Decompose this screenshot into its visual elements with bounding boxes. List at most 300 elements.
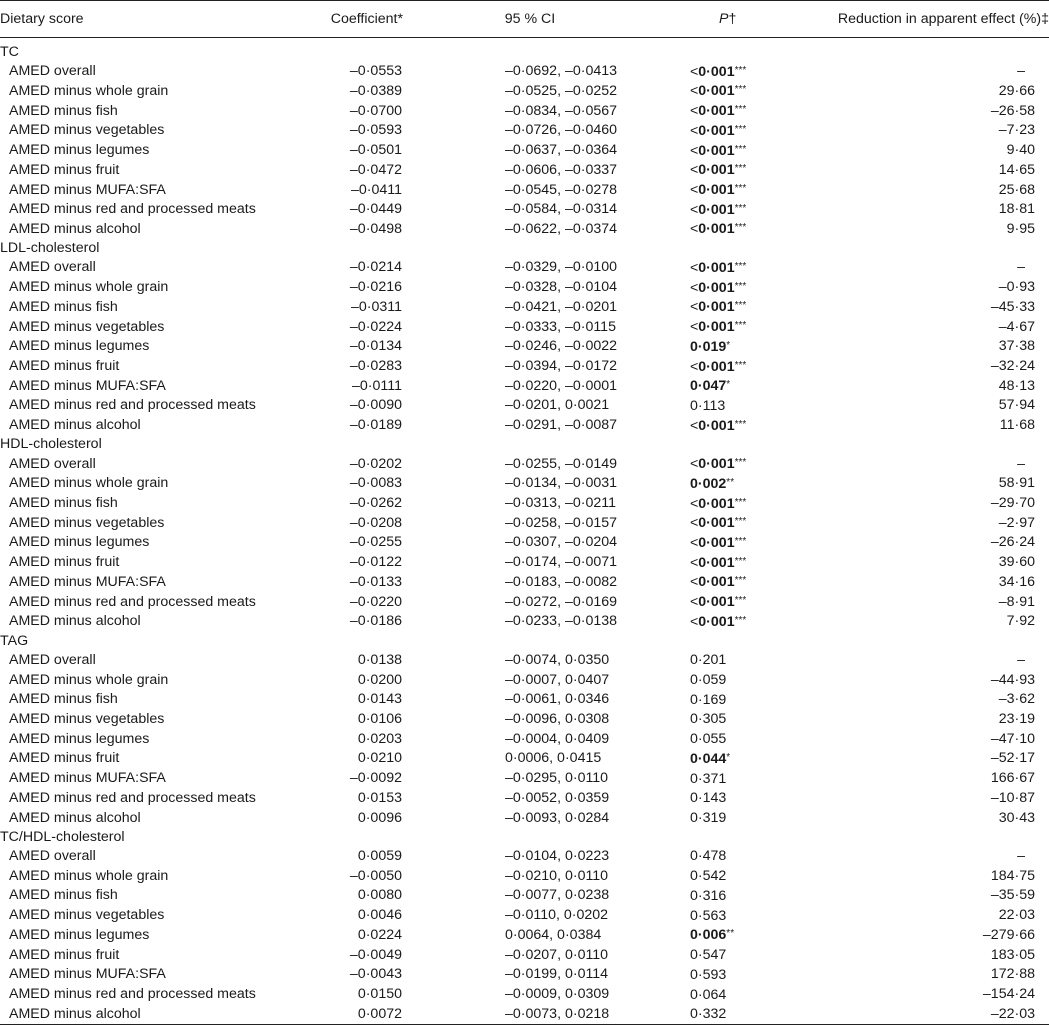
p-prefix: < xyxy=(690,358,699,375)
coefficient-cell: –0·0208 xyxy=(349,514,402,531)
table-row xyxy=(0,945,1049,965)
p-value: 0·113 xyxy=(690,397,726,414)
table-row xyxy=(0,81,1049,101)
p-value-cell xyxy=(650,81,777,101)
coefficient-cell: –0·0311 xyxy=(350,298,402,315)
reduction-cell: 9·40 xyxy=(1006,142,1035,159)
ci-cell: –0·0004, 0·0409 xyxy=(505,730,610,747)
ci-cell: –0·0291, –0·0087 xyxy=(505,417,618,434)
significance-stars: *** xyxy=(734,614,747,626)
group-label: LDL-cholesterol xyxy=(0,240,100,257)
significance-stars: ** xyxy=(726,476,735,488)
table-row xyxy=(0,533,1049,553)
score-label: AMED minus MUFA:SFA xyxy=(9,181,166,198)
table-row xyxy=(0,769,1049,789)
reduction-cell: –45·33 xyxy=(990,298,1035,315)
ci-cell: –0·0104, 0·0223 xyxy=(505,847,610,864)
p-value: 0·547 xyxy=(690,947,727,964)
p-prefix: < xyxy=(690,417,699,434)
p-prefix: < xyxy=(690,162,699,179)
ci-cell: 0·0064, 0·0384 xyxy=(505,926,602,943)
score-label: AMED minus vegetables xyxy=(9,710,165,727)
p-prefix: < xyxy=(690,574,699,591)
p-value-cell xyxy=(650,788,777,808)
p-value-cell xyxy=(650,396,777,416)
score-label: AMED minus vegetables xyxy=(9,318,165,335)
score-label: AMED minus alcohol xyxy=(9,220,141,237)
ci-cell: –0·0637, –0·0364 xyxy=(505,142,618,159)
score-label: AMED minus fruit xyxy=(9,358,120,374)
significance-stars: *** xyxy=(734,183,747,195)
reduction-cell: –2·97 xyxy=(998,514,1035,531)
significance-stars: * xyxy=(726,751,731,763)
p-value: 0·001 xyxy=(698,182,735,199)
reduction-cell: 23·19 xyxy=(998,710,1035,727)
p-value-cell xyxy=(650,965,777,985)
group-label: HDL-cholesterol xyxy=(0,436,102,453)
p-value-cell xyxy=(650,906,777,926)
ci-cell: –0·0220, –0·0001 xyxy=(505,377,618,394)
significance-stars: *** xyxy=(734,595,747,607)
table-row xyxy=(0,396,1049,416)
reduction-cell: 183·05 xyxy=(990,946,1035,963)
score-label: AMED minus MUFA:SFA xyxy=(9,573,166,590)
table-row xyxy=(0,690,1049,710)
score-label: AMED minus red and processed meats xyxy=(9,201,256,218)
p-value-cell xyxy=(650,886,777,906)
reduction-cell: –0·93 xyxy=(998,279,1035,296)
header-p-value xyxy=(650,1,777,38)
ci-cell: –0·0052, 0·0359 xyxy=(505,789,610,806)
ci-cell: –0·0134, –0·0031 xyxy=(505,475,618,492)
reduction-cell: 184·75 xyxy=(990,867,1035,884)
p-value-cell xyxy=(650,357,777,377)
header-row xyxy=(0,1,1049,38)
p-prefix: < xyxy=(690,103,699,120)
p-prefix: < xyxy=(690,613,699,630)
p-value-cell xyxy=(650,219,777,239)
table-row xyxy=(0,650,1049,670)
ci-cell: –0·0061, 0·0346 xyxy=(505,691,610,708)
ci-cell: –0·0201, 0·0021 xyxy=(505,397,610,414)
score-label: AMED minus red and processed meats xyxy=(9,593,256,610)
score-label: AMED minus vegetables xyxy=(9,907,165,924)
table-row xyxy=(0,101,1049,121)
table-row xyxy=(0,592,1049,612)
p-value: 0·371 xyxy=(690,770,727,787)
table-body xyxy=(0,38,1049,1025)
p-prefix: < xyxy=(690,299,699,316)
table-row xyxy=(0,200,1049,220)
reduction-cell: –44·93 xyxy=(990,671,1035,688)
table-header xyxy=(0,1,1049,38)
coefficient-cell: –0·0216 xyxy=(349,279,402,296)
significance-stars: *** xyxy=(734,222,747,234)
coefficient-cell: 0·0203 xyxy=(357,730,402,747)
reduction-cell: –47·10 xyxy=(990,730,1035,747)
coefficient-cell: 0·0224 xyxy=(357,926,402,943)
group-label: TC xyxy=(0,44,19,60)
p-value: 0·542 xyxy=(690,868,727,885)
coefficient-cell: –0·0411 xyxy=(350,181,402,198)
coefficient-cell: –0·0472 xyxy=(349,161,402,178)
ci-cell: –0·0074, 0·0350 xyxy=(505,651,610,668)
coefficient-cell: –0·0501 xyxy=(349,142,402,159)
significance-stars: *** xyxy=(734,64,747,76)
coefficient-cell: 0·0106 xyxy=(357,710,402,727)
p-value-cell xyxy=(650,141,777,161)
reduction-cell: 172·88 xyxy=(990,966,1035,983)
reduction-cell: –3·62 xyxy=(998,691,1035,708)
p-value: 0·055 xyxy=(690,731,727,748)
coefficient-cell: –0·0186 xyxy=(349,613,402,630)
significance-stars: *** xyxy=(734,163,747,175)
group-row xyxy=(0,239,1049,258)
ci-cell: –0·0174, –0·0071 xyxy=(505,554,618,571)
coefficient-cell: –0·0049 xyxy=(349,946,402,963)
score-label: AMED overall xyxy=(9,455,96,472)
p-value: 0·001 xyxy=(698,358,735,375)
p-value: 0·001 xyxy=(698,83,735,100)
p-value: 0·001 xyxy=(698,534,735,551)
table-row xyxy=(0,749,1049,769)
p-value-cell xyxy=(650,200,777,220)
p-value-cell xyxy=(650,278,777,298)
p-value: 0·001 xyxy=(698,279,735,296)
p-value-cell xyxy=(650,258,777,278)
significance-stars: ** xyxy=(726,928,735,940)
p-value: 0·019 xyxy=(690,338,727,355)
group-row xyxy=(0,43,1049,62)
significance-stars: *** xyxy=(734,418,747,430)
reduction-cell: – xyxy=(1017,259,1025,276)
reduction-cell: 166·67 xyxy=(990,770,1035,787)
coefficient-cell: –0·0283 xyxy=(349,358,402,374)
table-row xyxy=(0,121,1049,141)
ci-cell: –0·0272, –0·0169 xyxy=(505,593,618,610)
reduction-cell: 7·92 xyxy=(1006,613,1035,630)
table-row xyxy=(0,886,1049,906)
header-reduction: Reduction in apparent effect (%)‡ xyxy=(777,1,1049,38)
ci-cell: –0·0093, 0·0284 xyxy=(505,809,610,826)
reduction-cell: 34·16 xyxy=(998,573,1035,590)
coefficient-cell: 0·0059 xyxy=(357,847,402,864)
reduction-cell: 25·68 xyxy=(998,181,1035,198)
p-value-cell xyxy=(650,866,777,886)
header-dietary-score: Dietary score xyxy=(0,1,300,38)
p-prefix: < xyxy=(690,554,699,571)
reduction-cell: – xyxy=(1017,455,1025,472)
coefficient-cell: 0·0150 xyxy=(357,986,402,1002)
ci-cell: –0·0007, 0·0407 xyxy=(505,671,610,688)
p-value: 0·001 xyxy=(698,613,735,630)
score-label: AMED minus red and processed meats xyxy=(9,789,256,806)
ci-cell: –0·0255, –0·0149 xyxy=(505,455,618,472)
score-label: AMED minus fruit xyxy=(9,161,120,178)
p-value: 0·001 xyxy=(698,103,735,120)
p-value-cell xyxy=(650,945,777,965)
ci-cell: –0·0834, –0·0567 xyxy=(505,102,618,119)
score-label: AMED overall xyxy=(9,63,96,80)
score-label: AMED minus legumes xyxy=(9,534,150,551)
p-value: 0·201 xyxy=(690,652,727,669)
p-prefix: < xyxy=(690,456,699,473)
coefficient-cell: –0·0092 xyxy=(349,770,402,787)
p-value-cell xyxy=(650,533,777,553)
score-label: AMED minus whole grain xyxy=(9,475,169,492)
p-value: 0·001 xyxy=(698,594,735,611)
table-row xyxy=(0,357,1049,377)
p-value-cell xyxy=(650,572,777,592)
coefficient-cell: –0·0449 xyxy=(349,201,402,218)
p-value-cell xyxy=(650,749,777,769)
coefficient-cell: –0·0202 xyxy=(349,455,402,472)
p-value: 0·001 xyxy=(698,299,735,316)
p-prefix: < xyxy=(690,515,699,532)
ci-cell: –0·0295, 0·0110 xyxy=(505,770,609,787)
coefficient-cell: –0·0700 xyxy=(349,102,402,119)
ci-cell: –0·0246, –0·0022 xyxy=(505,338,618,355)
reduction-cell: –26·24 xyxy=(990,534,1035,551)
score-label: AMED minus legumes xyxy=(9,730,150,747)
table-row xyxy=(0,258,1049,278)
p-value: 0·001 xyxy=(698,417,735,434)
reduction-cell: –279·66 xyxy=(982,926,1035,943)
ci-cell: –0·0183, –0·0082 xyxy=(505,573,618,590)
p-value-cell xyxy=(650,160,777,180)
p-value: 0·001 xyxy=(698,63,735,80)
reduction-cell: 57·94 xyxy=(998,397,1035,414)
p-value-cell xyxy=(650,670,777,690)
table-row xyxy=(0,494,1049,514)
significance-stars: * xyxy=(726,379,731,391)
significance-stars: *** xyxy=(734,496,747,508)
p-value-cell xyxy=(650,101,777,121)
coefficient-cell: –0·0050 xyxy=(349,867,402,884)
table-row xyxy=(0,180,1049,200)
coefficient-cell: –0·0553 xyxy=(349,63,402,80)
p-value-cell xyxy=(650,376,777,396)
ci-cell: –0·0394, –0·0172 xyxy=(505,358,618,374)
p-value-cell xyxy=(650,553,777,573)
p-value: 0·059 xyxy=(690,672,727,688)
score-label: AMED overall xyxy=(9,651,96,668)
p-value: 0·001 xyxy=(698,495,735,512)
coefficient-cell: –0·0593 xyxy=(349,122,402,139)
score-label: AMED minus vegetables xyxy=(9,122,165,139)
table-row xyxy=(0,1004,1049,1024)
ci-cell: –0·0328, –0·0104 xyxy=(505,279,618,296)
coefficient-cell: –0·0262 xyxy=(349,495,402,512)
p-value-cell xyxy=(650,650,777,670)
table-row xyxy=(0,62,1049,82)
coefficient-cell: 0·0210 xyxy=(357,750,402,767)
p-prefix: < xyxy=(690,83,699,100)
p-value: 0·593 xyxy=(690,966,727,983)
table-row xyxy=(0,278,1049,298)
reduction-cell: –26·58 xyxy=(990,102,1035,119)
p-value-cell xyxy=(650,808,777,828)
table-row xyxy=(0,808,1049,828)
ci-cell: –0·0258, –0·0157 xyxy=(505,514,618,531)
p-value-cell xyxy=(650,846,777,866)
reduction-cell: – xyxy=(1017,847,1025,864)
reduction-cell: 9·95 xyxy=(1006,220,1035,237)
p-value-cell xyxy=(650,180,777,200)
ci-cell: –0·0606, –0·0337 xyxy=(505,161,618,178)
reduction-cell: –7·23 xyxy=(998,122,1035,139)
significance-stars: *** xyxy=(734,535,747,547)
ci-cell: –0·0096, 0·0308 xyxy=(505,710,610,727)
ci-cell: –0·0009, 0·0309 xyxy=(505,986,610,1002)
p-value: 0·305 xyxy=(690,711,727,728)
p-value: 0·001 xyxy=(698,162,735,179)
p-value: 0·006 xyxy=(690,927,727,944)
score-label: AMED minus red and processed meats xyxy=(9,397,256,414)
ci-cell: 0·0006, 0·0415 xyxy=(505,750,602,767)
group-label: TAG xyxy=(0,632,29,649)
score-label: AMED minus whole grain xyxy=(9,279,169,296)
score-label: AMED minus legumes xyxy=(9,142,150,159)
significance-stars: *** xyxy=(734,202,747,214)
table-row xyxy=(0,141,1049,161)
p-value-cell xyxy=(650,297,777,317)
p-value: 0·001 xyxy=(698,142,735,159)
table-row xyxy=(0,788,1049,808)
p-value: 0·001 xyxy=(698,122,735,139)
p-value: 0·316 xyxy=(690,887,727,904)
score-label: AMED minus alcohol xyxy=(0,1004,300,1024)
p-value: 0·001 xyxy=(698,319,735,336)
score-label: AMED minus fish xyxy=(9,102,118,119)
group-row xyxy=(0,435,1049,454)
p-value: 0·332 xyxy=(690,1006,727,1023)
ci-cell: –0·0199, 0·0114 xyxy=(505,966,609,983)
p-value-cell xyxy=(650,709,777,729)
table-row xyxy=(0,985,1049,1005)
score-label: AMED minus MUFA:SFA xyxy=(9,377,166,394)
coefficient-cell: –0·0111 xyxy=(352,377,402,394)
p-value-cell xyxy=(650,925,777,945)
significance-stars: *** xyxy=(734,143,747,155)
ci-cell: –0·0545, –0·0278 xyxy=(505,181,618,198)
reduction-cell: –35·59 xyxy=(990,887,1035,904)
score-label: AMED minus fruit xyxy=(9,554,120,571)
coefficient-cell: 0·0072 xyxy=(300,1004,410,1024)
ci-cell: –0·0307, –0·0204 xyxy=(505,534,618,551)
score-label: AMED minus legumes xyxy=(9,926,150,943)
ci-cell: –0·0333, –0·0115 xyxy=(505,318,616,335)
p-prefix: < xyxy=(690,279,699,296)
reduction-cell: –32·24 xyxy=(990,358,1035,374)
significance-stars: *** xyxy=(734,280,747,292)
table-row xyxy=(0,454,1049,474)
table-row xyxy=(0,906,1049,926)
coefficient-cell: 0·0143 xyxy=(357,691,402,708)
coefficient-cell: –0·0090 xyxy=(349,397,402,414)
p-value: 0·478 xyxy=(690,848,727,865)
coefficient-cell: –0·0220 xyxy=(349,593,402,610)
significance-stars: *** xyxy=(734,123,747,135)
table-row xyxy=(0,297,1049,317)
reduction-cell: 18·81 xyxy=(998,201,1035,218)
ci-cell: –0·0726, –0·0460 xyxy=(505,122,618,139)
table-row xyxy=(0,572,1049,592)
score-label: AMED minus vegetables xyxy=(9,514,165,531)
table-row xyxy=(0,925,1049,945)
reduction-cell: 30·43 xyxy=(998,809,1035,826)
ci-cell: –0·0692, –0·0413 xyxy=(505,63,618,80)
ci-cell: –0·0210, 0·0110 xyxy=(505,867,609,884)
coefficient-cell: 0·0138 xyxy=(357,651,402,668)
p-value: 0·169 xyxy=(690,691,727,708)
p-value: 0·064 xyxy=(690,986,727,1003)
p-value: 0·563 xyxy=(690,907,727,924)
reduction-cell: – xyxy=(1017,651,1025,668)
significance-stars: *** xyxy=(734,359,747,371)
coefficient-cell: –0·0043 xyxy=(349,966,402,983)
table-row xyxy=(0,337,1049,357)
p-value: 0·143 xyxy=(690,790,727,807)
table-row xyxy=(0,709,1049,729)
p-value: 0·001 xyxy=(698,456,735,473)
table-row xyxy=(0,866,1049,886)
coefficient-cell: –0·0083 xyxy=(349,475,402,492)
p-value: 0·047 xyxy=(690,378,727,395)
score-label: AMED minus whole grain xyxy=(9,867,169,884)
coefficient-cell: –0·0224 xyxy=(349,318,402,335)
header-p-letter: P xyxy=(719,11,729,27)
ci-cell: –0·0233, –0·0138 xyxy=(505,613,618,630)
p-prefix: < xyxy=(690,182,699,199)
ci-cell: –0·0584, –0·0314 xyxy=(505,201,618,218)
score-label: AMED minus legumes xyxy=(9,338,150,355)
coefficient-cell: –0·0189 xyxy=(349,417,402,434)
score-label: AMED minus red and processed meats xyxy=(9,986,256,1002)
p-prefix: < xyxy=(690,63,699,80)
p-value: 0·001 xyxy=(698,554,735,571)
reduction-cell: –52·17 xyxy=(990,750,1035,767)
significance-stars: *** xyxy=(734,516,747,528)
table-row xyxy=(0,513,1049,533)
coefficient-cell: 0·0153 xyxy=(357,789,402,806)
reduction-cell: 58·91 xyxy=(998,475,1035,492)
coefficient-cell: 0·0046 xyxy=(357,907,402,924)
table-row xyxy=(0,376,1049,396)
p-value: 0·001 xyxy=(698,574,735,591)
coefficient-cell: –0·0389 xyxy=(349,82,402,99)
p-value: 0·001 xyxy=(698,515,735,532)
reduction-cell: 11·68 xyxy=(999,417,1035,434)
p-prefix: < xyxy=(690,221,699,238)
reduction-cell: – xyxy=(1017,63,1025,80)
p-prefix: < xyxy=(690,122,699,139)
p-value-cell xyxy=(650,513,777,533)
score-label: AMED minus MUFA:SFA xyxy=(9,770,166,787)
p-value-cell xyxy=(650,474,777,494)
reduction-cell: 14·65 xyxy=(998,161,1035,178)
score-label: AMED minus fish xyxy=(9,691,118,708)
ci-cell: –0·0622, –0·0374 xyxy=(505,220,618,237)
score-label: AMED minus alcohol xyxy=(9,417,141,434)
table-row xyxy=(0,553,1049,573)
score-label: AMED minus whole grain xyxy=(9,82,169,99)
reduction-cell: 22·03 xyxy=(998,907,1035,924)
p-value-cell xyxy=(650,985,777,1005)
p-prefix: < xyxy=(690,534,699,551)
coefficient-cell: 0·0096 xyxy=(357,809,402,826)
score-label: AMED overall xyxy=(9,847,96,864)
